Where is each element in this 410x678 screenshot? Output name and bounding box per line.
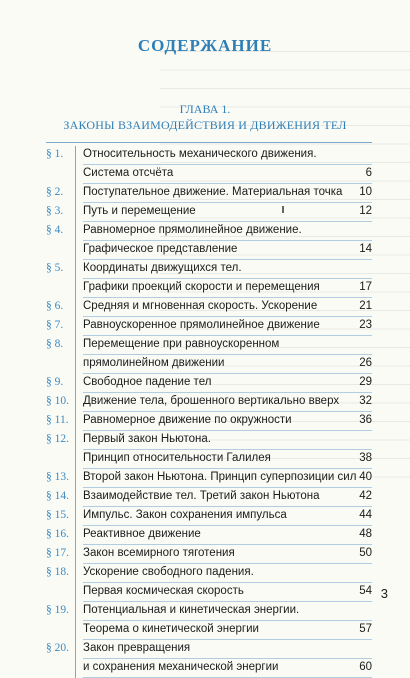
toc-section-number: § 9. bbox=[46, 376, 64, 388]
toc-page-number: 17 bbox=[359, 281, 372, 293]
toc-page-number: 44 bbox=[359, 509, 372, 521]
toc-section-number: § 16. bbox=[46, 528, 69, 540]
toc-page-number: 42 bbox=[359, 490, 372, 502]
toc-section-cell bbox=[46, 317, 76, 336]
toc-row bbox=[0, 165, 410, 184]
toc-section-number: § 18. bbox=[46, 566, 69, 578]
toc-entry-title: прямолинейном движении bbox=[83, 357, 225, 369]
page-title: СОДЕРЖАНИЕ bbox=[137, 36, 273, 55]
toc-section-cell bbox=[46, 393, 76, 412]
toc-section-cell bbox=[46, 374, 76, 393]
toc-section-cell bbox=[46, 488, 76, 507]
toc-entry-title: Теорема о кинетической энергии bbox=[83, 623, 259, 635]
toc-section-number: § 2. bbox=[46, 186, 64, 198]
toc-entry-title: Закон превращения bbox=[83, 642, 191, 654]
toc-entry-title: Графическое представление bbox=[83, 243, 238, 255]
toc-section-number: § 11. bbox=[46, 414, 69, 426]
toc-entry-title: Свободное падение тел bbox=[83, 376, 212, 388]
toc-section-number: § 12. bbox=[46, 433, 69, 445]
toc-row bbox=[0, 621, 410, 640]
toc-entry-title: Перемещение при равноускоренном bbox=[83, 338, 280, 350]
toc-page-number: 54 bbox=[359, 585, 372, 597]
toc-section-cell bbox=[46, 336, 76, 355]
toc-row bbox=[0, 374, 410, 393]
toc-entry-title: Закон всемирного тяготения bbox=[83, 547, 235, 559]
toc-entry-title: Равномерное движение по окружности bbox=[83, 414, 292, 426]
toc-row bbox=[0, 355, 410, 374]
toc-section-cell bbox=[46, 564, 76, 583]
toc-row bbox=[0, 431, 410, 450]
toc-page-number: 57 bbox=[359, 623, 372, 635]
toc-row bbox=[0, 203, 410, 222]
toc-entry-title: Взаимодействие тел. Третий закон Ньютона bbox=[83, 490, 320, 502]
toc-section-cell bbox=[46, 184, 76, 203]
toc-row bbox=[0, 317, 410, 336]
toc-entry-title: Равномерное прямолинейное движение. bbox=[83, 224, 302, 236]
toc-page-number: 21 bbox=[359, 300, 372, 312]
toc-section-cell bbox=[46, 450, 76, 469]
toc-entry-title: Импульс. Закон сохранения импульса bbox=[83, 509, 287, 521]
toc-row bbox=[0, 602, 410, 621]
toc-row bbox=[0, 393, 410, 412]
toc-page-number: 36 bbox=[359, 414, 372, 426]
toc-entry-title: Реактивное движение bbox=[83, 528, 201, 540]
toc-section-cell bbox=[46, 583, 76, 602]
toc-top-rule bbox=[46, 142, 372, 143]
toc-entry-title: Средняя и мгновенная скорость. Ускорение bbox=[83, 300, 318, 312]
toc-page-number: 29 bbox=[359, 376, 372, 388]
toc-section-cell bbox=[46, 545, 76, 564]
toc-section-number: § 15. bbox=[46, 509, 69, 521]
toc-page-number: 38 bbox=[359, 452, 372, 464]
toc-row bbox=[0, 336, 410, 355]
toc-row bbox=[0, 526, 410, 545]
toc-entry-title: Относительность механического движения. bbox=[83, 148, 317, 160]
toc-row bbox=[0, 260, 410, 279]
toc-entry-title: Равноускоренное прямолинейное движение bbox=[83, 319, 320, 331]
toc-row bbox=[0, 640, 410, 659]
toc-section-number: § 1. bbox=[46, 148, 64, 160]
toc-section-number: § 8. bbox=[46, 338, 64, 350]
toc-section-number: § 4. bbox=[46, 224, 64, 236]
toc-entry-title: Поступательное движение. Материальная точка bbox=[83, 186, 343, 198]
toc-page-number: 50 bbox=[359, 547, 372, 559]
toc-entry-title: Система отсчёта bbox=[83, 167, 174, 179]
toc-list bbox=[0, 146, 410, 678]
toc-entry-title: Путь и перемещение bbox=[83, 205, 196, 217]
toc-section-cell bbox=[46, 412, 76, 431]
toc-section-cell bbox=[46, 260, 76, 279]
toc-section-number: § 3. bbox=[46, 205, 64, 217]
toc-entry-title: Ускорение свободного падения. bbox=[83, 566, 254, 578]
toc-section-cell bbox=[46, 241, 76, 260]
toc-row bbox=[0, 412, 410, 431]
toc-row bbox=[0, 298, 410, 317]
toc-row bbox=[0, 146, 410, 165]
toc-section-number: § 7. bbox=[46, 319, 64, 331]
toc-section-cell bbox=[46, 621, 76, 640]
toc-row bbox=[0, 507, 410, 526]
toc-page-number: 14 bbox=[359, 243, 372, 255]
toc-entry-title: Потенциальная и кинетическая энергии. bbox=[83, 604, 300, 616]
toc-page-number: 23 bbox=[359, 319, 372, 331]
toc-entry-title: Второй закон Ньютона. Принцип суперпозиции сил bbox=[83, 471, 357, 483]
toc-section-number: § 17. bbox=[46, 547, 69, 559]
toc-section-cell bbox=[46, 659, 76, 678]
toc-entry-title: Первая космическая скорость bbox=[83, 585, 244, 597]
toc-section-cell bbox=[46, 602, 76, 621]
toc-page-number: 12 bbox=[359, 205, 372, 217]
toc-entry-title: Первый закон Ньютона. bbox=[83, 433, 211, 445]
toc-entry-title: Принцип относительности Галилея bbox=[83, 452, 271, 464]
toc-section-number: § 20. bbox=[46, 642, 69, 654]
toc-section-number: § 10. bbox=[46, 395, 69, 407]
toc-entry-title: и сохранения механической энергии bbox=[83, 661, 279, 673]
toc-row bbox=[0, 583, 410, 602]
toc-row bbox=[0, 469, 410, 488]
toc-page-number: 40 bbox=[359, 471, 372, 483]
toc-section-number: § 19. bbox=[46, 604, 69, 616]
toc-section-number: § 5. bbox=[46, 262, 64, 274]
chapter-name: ЗАКОНЫ ВЗАИМОДЕЙСТВИЯ И ДВИЖЕНИЯ ТЕЛ bbox=[63, 118, 347, 132]
toc-page-number: 60 bbox=[359, 661, 372, 673]
toc-page-number: 32 bbox=[359, 395, 372, 407]
toc-section-cell bbox=[46, 640, 76, 659]
toc-entry-title: Графики проекций скорости и перемещения bbox=[83, 281, 320, 293]
toc-section-cell bbox=[46, 431, 76, 450]
toc-row bbox=[0, 488, 410, 507]
toc-section-cell bbox=[46, 165, 76, 184]
toc-section-cell bbox=[46, 222, 76, 241]
toc-page-number: 10 bbox=[359, 186, 372, 198]
chapter-number: ГЛАВА 1. bbox=[179, 102, 231, 116]
toc-row bbox=[0, 241, 410, 260]
text-cursor-mark bbox=[282, 206, 284, 213]
toc-section-cell bbox=[46, 279, 76, 298]
toc-section-cell bbox=[46, 469, 76, 488]
toc-page-number: 26 bbox=[359, 357, 372, 369]
toc-section-number: § 14. bbox=[46, 490, 69, 502]
toc-row bbox=[0, 450, 410, 469]
toc-row bbox=[0, 279, 410, 298]
toc-section-cell bbox=[46, 146, 76, 165]
toc-section-cell bbox=[46, 355, 76, 374]
toc-row bbox=[0, 184, 410, 203]
toc-page-number: 48 bbox=[359, 528, 372, 540]
toc-entry-title: Движение тела, брошенного вертикально вверх bbox=[83, 395, 340, 407]
toc-row bbox=[0, 564, 410, 583]
toc-section-number: § 6. bbox=[46, 300, 64, 312]
toc-entry-title: Координаты движущихся тел. bbox=[83, 262, 242, 274]
toc-row bbox=[0, 659, 410, 678]
toc-section-number: § 13. bbox=[46, 471, 69, 483]
toc-section-cell bbox=[46, 203, 76, 222]
toc-section-cell bbox=[46, 298, 76, 317]
toc-page-number: 6 bbox=[365, 167, 372, 179]
toc-row bbox=[0, 545, 410, 564]
toc-row bbox=[0, 222, 410, 241]
toc-section-cell bbox=[46, 507, 76, 526]
toc-section-cell bbox=[46, 526, 76, 545]
page-number: 3 bbox=[380, 586, 388, 601]
